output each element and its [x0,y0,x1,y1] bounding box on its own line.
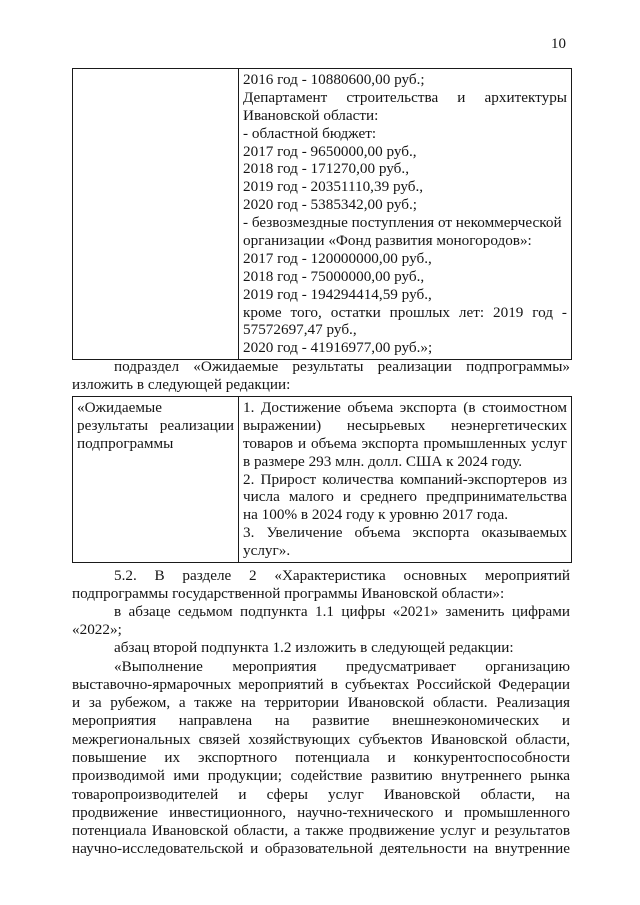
table-line: 2017 год - 120000000,00 руб., [243,249,432,267]
table-line: - областной бюджет: [243,124,377,142]
table-line: 2019 год - 20351110,39 руб., [243,178,424,196]
table-cell-left [73,69,239,360]
paragraph-line: повышение их экспортного потенциала и конкурентоспособности [72,749,570,766]
table-line: товаров и объема экспорта промышленных услуг [243,434,567,452]
table-line: 2016 год - 10880600,00 руб.; [243,71,425,88]
table-line: 2018 год - 171270,00 руб., [243,160,410,178]
paragraph-line: выставочно-ярмарочных мероприятий в субъектах Российской Федерации [72,676,570,693]
table-line: Департамент строительства и архитектуры [243,88,567,106]
table-row [73,397,572,563]
page-number: 10 [551,36,566,52]
table-line: 2020 год - 5385342,00 руб.; [243,196,418,214]
table-line: 3. Увеличение объема экспорта оказываемых [243,524,567,542]
paragraph-line: производимой ими продукции; содействие развитию внутреннего рынка [72,767,570,784]
paragraph-line: 5.2. В разделе 2 «Характеристика основных мероприятий [114,567,570,584]
table-line: 2. Прирост количества компаний-экспортеров из [243,470,567,488]
paragraph-line: мероприятия направлена на развитие внешнеэкономических и [72,712,570,729]
table-cell-left [73,397,239,563]
table-line: услуг». [243,542,291,560]
table-cell-right [239,397,572,563]
paragraph-line: абзац второй подпункта 1.2 изложить в следующей редакции: [114,639,514,656]
table-line: 2020 год - 41916977,00 руб.»; [243,339,433,357]
paragraph-line: потенциала Ивановской области, а также продвижение услуг и результатов [72,822,570,839]
table-line: 2018 год - 75000000,00 руб., [243,267,425,285]
table-line: 2019 год - 194294414,59 руб., [243,285,432,303]
table-line: числа малого и среднего предпринимательства [243,488,567,506]
table-line: Ивановской области: [243,106,379,124]
table-row [73,69,572,360]
paragraph-line: «2022»; [72,621,122,638]
table-line: кроме того, остатки прошлых лет: 2019 год - [243,303,567,321]
table-line: в размере 293 млн. долл. США к 2024 году. [243,452,523,470]
table-line: организации «Фонд развития моногородов»: [243,232,532,250]
paragraph-line: межрегиональных связей хозяйствующих субъектов Ивановской области, [72,731,570,748]
paragraph-line: изложить в следующей редакции: [72,376,291,393]
table-line: - безвозмездные поступления от некоммерческой [243,214,562,232]
paragraph-line: и за рубежом, а также на территории Ивановской области. Реализация [72,694,570,711]
table-line: 1. Достижение объема экспорта (в стоимостном [243,399,567,416]
paragraph-line: научно-исследовательской и образовательной деятельности на внутренние [72,840,570,857]
table-line: подпрограммы [77,434,174,452]
table-line: выражении) несырьевых неэнергетических [243,416,567,434]
paragraph-line: товаропроизводителей и сферы услуг Ивановской области, на [72,786,570,803]
paragraph-line: «Выполнение мероприятия предусматривает организацию [114,658,570,675]
paragraph-line: продвижение инвестиционного, научно-технического и промышленного [72,804,570,821]
table-cell-right [239,69,572,360]
expected-results-table [72,396,572,563]
table-line: результаты реализации [77,416,234,434]
funding-table [72,68,572,360]
table-line: на 100% в 2024 году к уровню 2017 года. [243,506,509,524]
paragraph-line: подпрограммы государственной программы Ивановской области»: [72,585,505,602]
table-line: 2017 год - 9650000,00 руб., [243,142,417,160]
paragraph-line: в абзаце седьмом подпункта 1.1 цифры «2021» заменить цифрами [114,603,570,620]
paragraph-line: подраздел «Ожидаемые результаты реализации подпрограммы» [114,358,570,375]
table-line: 57572697,47 руб., [243,321,357,339]
table-line: «Ожидаемые [77,399,162,416]
